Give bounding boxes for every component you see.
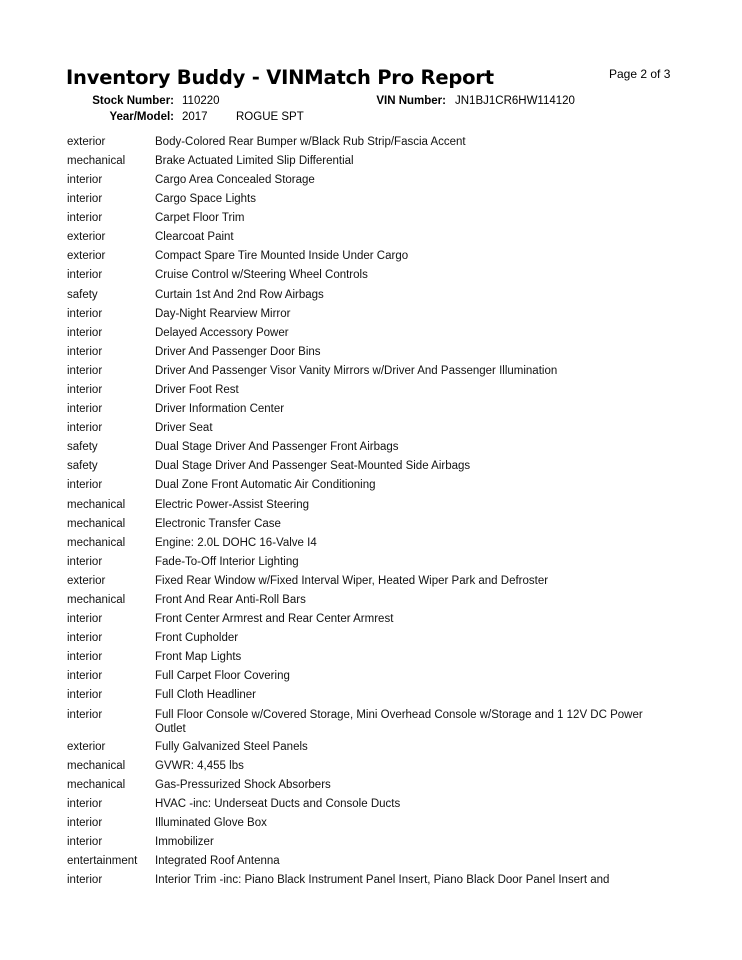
feature-description: Front And Rear Anti-Roll Bars (155, 594, 306, 606)
feature-description: Curtain 1st And 2nd Row Airbags (155, 289, 324, 301)
feature-description: Body-Colored Rear Bumper w/Black Rub Strip/Fascia Accent (155, 136, 466, 148)
feature-category: mechanical (67, 594, 126, 606)
feature-category: interior (67, 689, 103, 701)
feature-category: safety (67, 460, 98, 472)
stock-number-value: 110220 (182, 95, 220, 107)
feature-category: interior (67, 836, 103, 848)
feature-category: interior (67, 384, 103, 396)
feature-category: interior (67, 269, 103, 281)
feature-category: interior (67, 174, 103, 186)
feature-category: interior (67, 556, 103, 568)
feature-description: Integrated Roof Antenna (155, 855, 280, 867)
feature-description: Dual Stage Driver And Passenger Front Airbags (155, 441, 399, 453)
feature-category: interior (67, 327, 103, 339)
feature-category: interior (67, 817, 103, 829)
feature-category: exterior (67, 250, 106, 262)
feature-description: Immobilizer (155, 836, 214, 848)
feature-description: Compact Spare Tire Mounted Inside Under Cargo (155, 250, 409, 262)
feature-description: Illuminated Glove Box (155, 817, 267, 829)
vin-value: JN1BJ1CR6HW114120 (455, 95, 575, 107)
feature-description: Dual Stage Driver And Passenger Seat-Mounted Side Airbags (155, 460, 471, 472)
feature-category: exterior (67, 741, 106, 753)
feature-description: Full Floor Console w/Covered Storage, Mini Overhead Console w/Storage and 1 12V DC Power Outlet (155, 709, 643, 735)
feature-description: Carpet Floor Trim (155, 212, 245, 224)
feature-category: interior (67, 212, 103, 224)
feature-category: interior (67, 422, 103, 434)
feature-category: interior (67, 651, 103, 663)
feature-description: Dual Zone Front Automatic Air Conditioning (155, 479, 376, 491)
feature-category: mechanical (67, 155, 126, 167)
feature-description: Front Cupholder (155, 632, 239, 644)
feature-description: Delayed Accessory Power (155, 327, 289, 339)
year-value: 2017 (182, 111, 208, 123)
feature-description: Clearcoat Paint (155, 231, 234, 243)
feature-category: interior (67, 798, 103, 810)
feature-category: entertainment (67, 855, 138, 867)
feature-description: Driver Seat (155, 422, 213, 434)
feature-description: Cruise Control w/Steering Wheel Controls (155, 269, 368, 281)
feature-category: mechanical (67, 499, 126, 511)
feature-description: Driver Information Center (155, 403, 285, 415)
page-number: Page 2 of 3 (609, 67, 671, 81)
model-value: ROGUE SPT (236, 111, 304, 123)
feature-category: interior (67, 632, 103, 644)
feature-category: interior (67, 308, 103, 320)
feature-description: Cargo Area Concealed Storage (155, 174, 315, 186)
feature-category: safety (67, 289, 98, 301)
feature-category: interior (67, 346, 103, 358)
feature-description: Front Map Lights (155, 651, 242, 663)
year-model-label: Year/Model: (109, 111, 174, 123)
feature-category: interior (67, 479, 103, 491)
feature-description: Driver And Passenger Door Bins (155, 346, 321, 358)
feature-description: Gas-Pressurized Shock Absorbers (155, 779, 331, 791)
stock-number-label: Stock Number: (92, 95, 174, 107)
feature-category: interior (67, 193, 103, 205)
feature-category: mechanical (67, 537, 126, 549)
feature-description: Driver And Passenger Visor Vanity Mirrors w/Driver And Passenger Illumination (155, 365, 558, 377)
feature-category: mechanical (67, 518, 126, 530)
feature-description: Driver Foot Rest (155, 384, 239, 396)
feature-description: HVAC -inc: Underseat Ducts and Console Ducts (155, 798, 401, 810)
feature-category: interior (67, 709, 103, 721)
feature-description: Electronic Transfer Case (155, 518, 281, 530)
feature-category: exterior (67, 231, 106, 243)
feature-description: Fixed Rear Window w/Fixed Interval Wiper, Heated Wiper Park and Defroster (155, 575, 549, 587)
feature-category: safety (67, 441, 98, 453)
feature-category: mechanical (67, 760, 126, 772)
feature-category: exterior (67, 136, 106, 148)
feature-category: interior (67, 670, 103, 682)
feature-category: mechanical (67, 779, 126, 791)
feature-description: Fully Galvanized Steel Panels (155, 741, 308, 753)
feature-description: Day-Night Rearview Mirror (155, 308, 291, 320)
feature-category: interior (67, 874, 103, 886)
feature-description: Full Carpet Floor Covering (155, 670, 290, 682)
feature-description: Full Cloth Headliner (155, 689, 256, 701)
vin-label: VIN Number: (376, 95, 446, 107)
feature-description: Engine: 2.0L DOHC 16-Valve I4 (155, 537, 317, 549)
feature-description: Brake Actuated Limited Slip Differential (155, 155, 354, 167)
feature-description: Cargo Space Lights (155, 193, 257, 205)
feature-description: Front Center Armrest and Rear Center Armrest (155, 613, 394, 625)
feature-category: interior (67, 365, 103, 377)
feature-description: GVWR: 4,455 lbs (155, 760, 244, 772)
feature-description: Fade-To-Off Interior Lighting (155, 556, 299, 568)
feature-description: Interior Trim -inc: Piano Black Instrument Panel Insert, Piano Black Door Panel Insert and (155, 874, 610, 886)
feature-category: exterior (67, 575, 106, 587)
feature-description: Electric Power-Assist Steering (155, 499, 310, 511)
report-title: Inventory Buddy - VINMatch Pro Report (66, 66, 494, 89)
feature-category: interior (67, 613, 103, 625)
feature-category: interior (67, 403, 103, 415)
